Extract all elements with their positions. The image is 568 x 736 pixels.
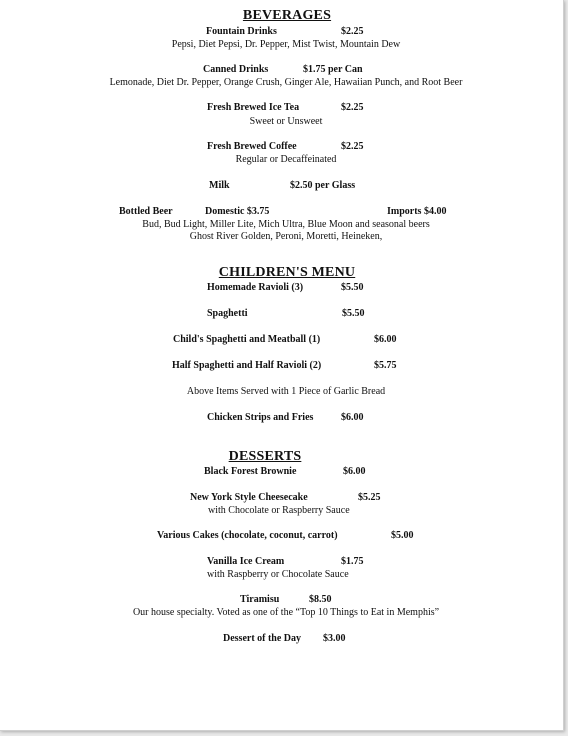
dessert-of-the-day-price: $3.00 [323, 633, 346, 644]
cheesecake-name: New York Style Cheesecake [190, 492, 308, 503]
ravioli-price: $5.50 [341, 282, 364, 293]
coffee-name: Fresh Brewed Coffee [207, 141, 297, 152]
cheesecake-desc: with Chocolate or Raspberry Sauce [208, 505, 350, 516]
brownie-name: Black Forest Brownie [204, 466, 297, 477]
fountain-drinks-price: $2.25 [341, 26, 364, 37]
beverages-heading: BEVERAGES [242, 8, 332, 23]
spaghetti-meatball-name: Child's Spaghetti and Meatball (1) [173, 334, 321, 345]
canned-drinks-desc: Lemonade, Diet Dr. Pepper, Orange Crush, Ginger Ale, Hawaiian Punch, and Root Beer [109, 77, 463, 88]
domestic-beer-price: Domestic $3.75 [205, 206, 270, 217]
canned-drinks-name: Canned Drinks [203, 64, 269, 75]
coffee-desc: Regular or Decaffeinated [235, 154, 337, 165]
canned-drinks-price: $1.75 per Can [303, 64, 363, 75]
tiramisu-name: Tiramisu [240, 594, 280, 605]
spaghetti-price: $5.50 [342, 308, 365, 319]
chicken-strips-price: $6.00 [341, 412, 364, 423]
half-half-name: Half Spaghetti and Half Ravioli (2) [172, 360, 322, 371]
beer-desc-line-1: Bud, Bud Light, Miller Lite, Mich Ultra, Blue Moon and seasonal beers [142, 219, 430, 230]
dessert-of-the-day-name: Dessert of the Day [223, 633, 302, 644]
milk-price: $2.50 per Glass [290, 180, 356, 191]
childrens-menu-heading: CHILDREN'S MENU [218, 265, 356, 280]
coffee-price: $2.25 [341, 141, 364, 152]
ice-tea-price: $2.25 [341, 102, 364, 113]
tiramisu-desc: Our house specialty. Voted as one of the “Top 10 Things to Eat in Memphis” [132, 607, 440, 618]
desserts-heading: DESSERTS [228, 449, 302, 464]
various-cakes-price: $5.00 [391, 530, 414, 541]
garlic-bread-note: Above Items Served with 1 Piece of Garlic Bread [186, 386, 386, 397]
ice-cream-desc: with Raspberry or Chocolate Sauce [207, 569, 349, 580]
various-cakes-name: Various Cakes (chocolate, coconut, carrot) [157, 530, 338, 541]
beer-desc-line-2: Ghost River Golden, Peroni, Moretti, Heineken, [189, 231, 383, 242]
imports-beer-price: Imports $4.00 [387, 206, 447, 217]
spaghetti-meatball-price: $6.00 [374, 334, 397, 345]
ravioli-name: Homemade Ravioli (3) [207, 282, 304, 293]
ice-tea-desc: Sweet or Unsweet [249, 116, 323, 127]
tiramisu-price: $8.50 [309, 594, 332, 605]
milk-name: Milk [209, 180, 230, 191]
ice-tea-name: Fresh Brewed Ice Tea [207, 102, 300, 113]
ice-cream-name: Vanilla Ice Cream [207, 556, 285, 567]
ice-cream-price: $1.75 [341, 556, 364, 567]
cheesecake-price: $5.25 [358, 492, 381, 503]
bottled-beer-name: Bottled Beer [119, 206, 173, 217]
half-half-price: $5.75 [374, 360, 397, 371]
fountain-drinks-name: Fountain Drinks [206, 26, 277, 37]
brownie-price: $6.00 [343, 466, 366, 477]
spaghetti-name: Spaghetti [207, 308, 248, 319]
fountain-drinks-desc: Pepsi, Diet Pepsi, Dr. Pepper, Mist Twist, Mountain Dew [171, 39, 401, 50]
chicken-strips-name: Chicken Strips and Fries [207, 412, 314, 423]
